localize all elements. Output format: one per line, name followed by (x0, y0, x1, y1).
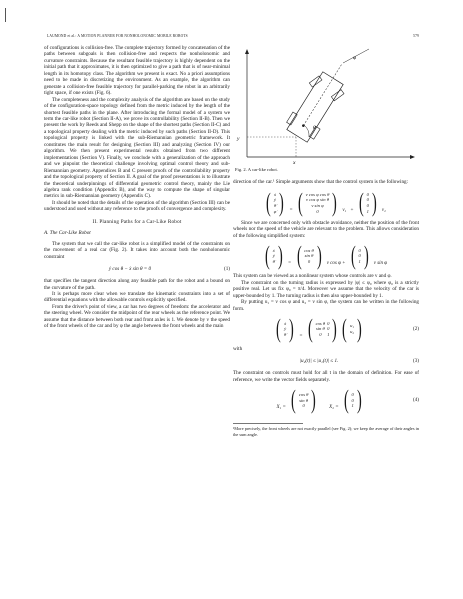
paragraph: that specifies the tangent direction along any feasible path for the robot and a bound on the curvature of the path. (44, 278, 230, 291)
paragraph: The system that we call the car-like robot is a simplified model of the constraints on the movement of a real car (Fig. 2). It takes into account both the nonholonomic constraint (44, 240, 230, 260)
paragraph: with (233, 345, 243, 352)
paragraph: The constraint on the turning radius is expressed by |φ| ≤ φ₀ where φ₀ is a strictly positive real. Let us fix φ₀ = π/4. Moreover we assume that the velocity of the car is upper-bounded by 1. The turning radius is then also upper-bounded by 1. (233, 279, 419, 299)
paragraph: By putting u₁ = v cos φ and u₂ = v sin φ, the system can be written in the following form. (233, 299, 419, 312)
paragraph: It is perhaps more clear when we translate the kinematic constraints into a set of differential equations with the allowable controls explicitly specified. (44, 290, 230, 304)
system-2: ( ẋ ẏ θ̇ ) = ( cos θ sin θ 0 ) v cos φ + ( 0 0 1 ) v sin φ (264, 241, 388, 271)
section-title: II. Planning Paths for a Car-Like Robot (92, 218, 182, 225)
right-column (233, 45, 419, 437)
equation-number: (2) (413, 325, 419, 332)
paragraph: direction of the car.¹ Simple arguments show that the control system is the following: (233, 179, 409, 186)
footnote (233, 423, 419, 437)
car-diagram (233, 45, 419, 165)
footnote-text: ¹More precisely, the front wheels are not exactly parallel (see Fig. 2); we keep the average of their angles in the sum angle. (233, 426, 419, 437)
figure-caption: Fig. 2. A car-like robot. (235, 167, 278, 172)
subsection-title: A. The Car-Like Robot (44, 230, 91, 237)
equation-number: (3) (413, 358, 419, 365)
control-vector: ( 0 0 0 1 ) (358, 187, 377, 217)
equation-body: |u₂(t)| ≤ |u₁(t)| ≤ 1. (299, 358, 339, 365)
phi-label: φ (353, 55, 357, 61)
equation-number: (4) (413, 397, 419, 404)
system-1-body: ( ẋ ẏ θ̇ φ̇ ) = ( v cos φ cos θ v cos φ sin θ v sin φ 0 ) v₁ + ( 0 0 0 1 ) v₂ (266, 187, 386, 217)
paragraph: of configurations is collision-free. The complete trajectory formed by concatenation of the paths between subgoals is then collision-free and respects the nonholonomic and curvature constraints. Because the resultant feasible trajectory is highly dependent on the initial path that it approximates, it is then optimized to give a path that is of near-minimal length in its homotopy class. The algorithm we present is exact. No a priori assumptions need to be made in discretizing the environment. As an example, the algorithm can generate a collision-free feasible trajectory for parallel-parking the robot in an arbitrarily tight space, if one exists (Fig. 6). (44, 45, 230, 97)
x-label: x (293, 160, 296, 165)
paragraph: The completeness and the complexity analysis of the algorithm are based on the study of the configuration-space topology defined from the metric induced by the length of the shortest feasible paths in the plane. After introducing the formal model of a system we term the car-like robot (Section II-A), we prove its controllability (Section II-B). Then we present the work by Reeds and Shepp on the shape of the shortest paths (Section II-C) and a topological property dealing with the metric induced by such paths (Section II-D). This topological property is linked with the sub-Riemannian geometric framework. It constitutes the main result for designing (Section III) and analyzing (Section IV) our algorithm. We then present experimental results obtained from two different implementations (Section V). Finally, we conclude with a generalization of the approach and we pinpoint the theoretical challenge involving optimal control theory and sub-Riemannian geometry. Appendices B and C present proofs of the controllability property and the topological property of Section II. A goal of the proof presentations is to illustrate the theoretical underpinnings of differential geometric control theory, mainly the Lie algebra rank condition (Appendix B), and the way to compute the shape of singular metrics in sub-Riemannian geometry (Appendix C). (44, 96, 230, 200)
drift-vector: ( v cos φ cos θ v cos φ sin θ v sin φ 0 ) (297, 187, 338, 217)
car-like-robot-figure (233, 45, 419, 165)
equation-2: ( ẋ ẏ θ̇ ) = ( cos θ sin θ 0 0 0 1 ) ( u₁ u₂ ) (2) (276, 313, 419, 343)
equation-4: X₁ = ( cos θ sin θ 0 ) X₂ = ( 0 0 1 ) (4) (276, 385, 419, 415)
page-number: 579 (413, 34, 419, 38)
paragraph: It should be noted that the details of the operation of the algorithm (Section III) can be understood and used without any reference to the proofs of convergence and complexity. (44, 199, 230, 213)
paragraph: This system can be viewed as a nonlinear system whose controls are v and φ. (233, 273, 392, 280)
paragraph: From the driver's point of view, a car has two degrees of freedom: the accelerator and the steering wheel. We consider the midpoint of the rear wheels as the reference point. We assume that the distance between both rear and front axles is 1. We denote by v the speed of the front wheels of the car and by φ the angle between the front wheels and the main (44, 303, 230, 330)
y-label: y (237, 136, 240, 142)
running-header: LAUMOND et al.: A MOTION PLANNER FOR NONHOLONOMIC MOBILE ROBOTS (47, 34, 188, 38)
crop-mark (5, 8, 6, 22)
state-vector: ( ẋ ẏ θ̇ φ̇ ) (266, 187, 285, 217)
equation-1 (44, 264, 230, 274)
left-column (44, 45, 230, 330)
equation-number: (1) (224, 265, 230, 272)
equation-3 (233, 356, 419, 366)
equation-body: ẏ cos θ − ẋ sin θ = 0 (108, 265, 152, 272)
system-1 (233, 187, 419, 217)
paragraph: The constraint on controls must hold for all t in the domain of definition. For ease of reference, we write the vector fields separately. (233, 370, 419, 383)
theta-label: θ (313, 125, 316, 131)
paragraph: Since we are concerned only with obstacle avoidance, neither the position of the front wheels nor the speed of the vehicle are relevant to the problem. This allows consideration of the following simplified system: (233, 219, 419, 239)
